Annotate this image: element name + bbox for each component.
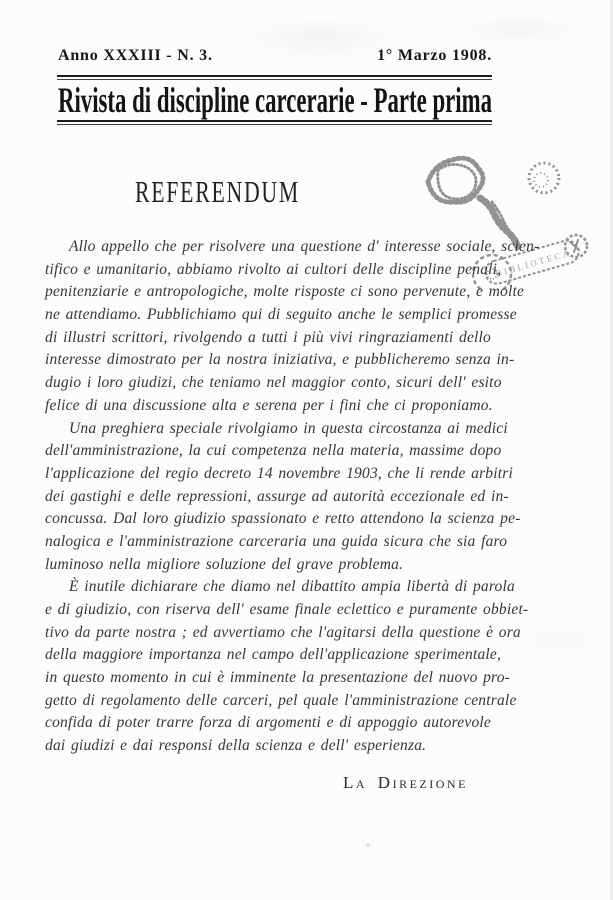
body-line: della maggiore importanza nel campo dell'applicazione sperimentale, (45, 646, 502, 664)
svg-text:BIBLIOTECA: BIBLIOTECA (494, 247, 573, 279)
body-line: penitenziarie e antropologiche, molte risposte ci sono pervenute, e molte (45, 283, 525, 301)
body-line: l'applicazione del regio decreto 14 novembre 1903, che li rende arbitri (45, 464, 513, 482)
body-line: di illustri scrittori, rivolgendo a tutti i più vivi ringraziamenti dello (45, 328, 491, 346)
body-line: in questo momento in cui è imminente la presentazione del nuovo pro- (45, 669, 511, 687)
body-line: dai giudizi e dai responsi della scienza e dell' esperienza. (45, 737, 427, 755)
signature: La Direzione (343, 773, 468, 792)
body-line: tifico e umanitario, abbiamo rivolto ai cultori delle discipline penali, (45, 260, 502, 278)
body-line: dell'amministrazione, la cui competenza nella materia, massime dopo (45, 442, 502, 460)
body-line: luminoso nella migliore soluzione del grave problema. (45, 555, 404, 573)
body-line: Allo appello che per risolvere una questione d' interesse sociale, scien- (69, 238, 540, 255)
journal-title: Rivista di discipline carcerarie - Parte prima (58, 80, 492, 120)
body-line: È inutile dichiarare che diamo nel dibattito ampia libertà di parola (69, 578, 515, 596)
article-title: REFERENDUM (135, 174, 300, 209)
body-line: ne attendiamo. Pubblichiamo qui di seguito anche le semplici promesse (45, 306, 517, 324)
body-line: confida di poter trarre forza di argomenti e di appoggio autorevole (45, 714, 491, 732)
body-line: dei gastighi e delle repressioni, assurge ad autorità eccezionale ed in- (45, 487, 509, 505)
body-line: concussa. Dal loro giudizio spassionato e retto attendono la scienza pe- (45, 510, 521, 528)
body-line: interesse dimostrato per la nostra iniziativa, e pubblicheremo senza in- (45, 351, 515, 369)
body-line: Una preghiera speciale rivolgiamo in questa circostanza ai medici (69, 419, 508, 437)
masthead (58, 47, 492, 65)
issue-date: 1° Marzo 1908. (377, 47, 492, 64)
body-line: e di giudizio, con riserva dell' esame finale eclettico e puramente obbiet- (45, 601, 529, 618)
body-line: getto di regolamento delle carceri, pel quale l'amministrazione centrale (45, 691, 517, 709)
issue-number: Anno XXXIII - N. 3. (58, 47, 213, 64)
body-line: dugio i loro giudizi, che teniamo nel maggior conto, sicuri dell' esito (45, 374, 502, 392)
header-rule-bottom (57, 120, 492, 125)
body-line: felice di una discussione alta e serena per i fini che ci proponiamo. (45, 396, 493, 414)
body-line: nalogica e l'amministrazione carceraria una guida sicura che sia faro (45, 532, 508, 550)
body-line: tivo da parte nostra ; ed avvertiamo che l'agitarsi della questione è ora (45, 623, 521, 641)
